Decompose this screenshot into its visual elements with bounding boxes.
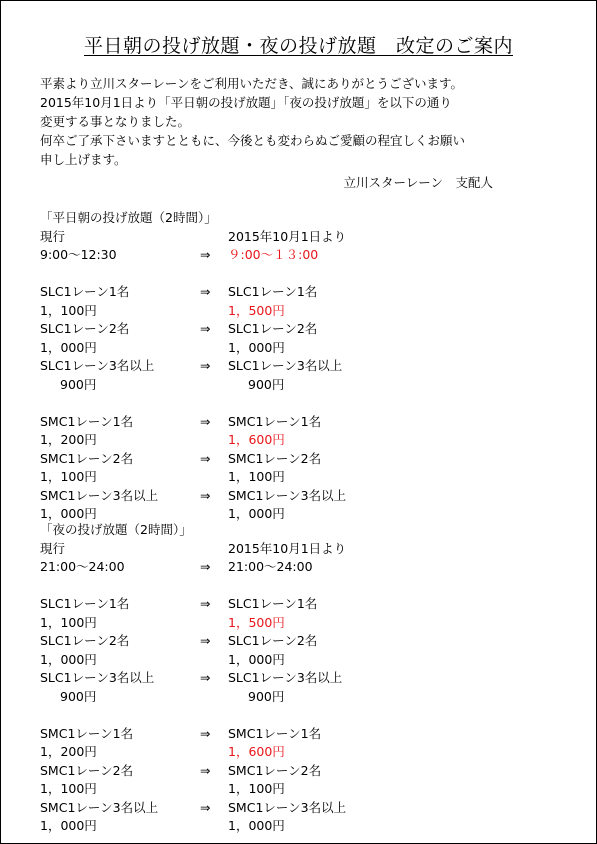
new-label: 2015年10月1日より <box>228 228 347 244</box>
arrow: ⇒ <box>200 762 211 778</box>
plan-name: SMC1レーン2名 <box>228 450 322 466</box>
price-new: 1，000円 <box>228 651 285 667</box>
price-new: 1，600円 <box>228 744 285 759</box>
plan-name: SLC1レーン2名 <box>40 633 130 648</box>
price-old: 1，100円 <box>40 781 97 796</box>
intro-line: 2015年10月1日より「平日朝の投げ放題」「夜の投げ放題」を以下の通り <box>40 95 452 110</box>
price-old: 900円 <box>60 688 97 704</box>
arrow: ⇒ <box>200 358 211 373</box>
price-old: 1，100円 <box>40 614 97 630</box>
plan-name: SLC1レーン3名以上 <box>40 358 155 373</box>
price-old: 1，000円 <box>40 818 97 833</box>
signature: 立川スターレーン 支配人 <box>343 175 493 190</box>
price-old: 1，000円 <box>40 339 97 355</box>
arrow: ⇒ <box>200 247 211 262</box>
price-new: 900円 <box>248 688 285 704</box>
arrow: ⇒ <box>200 596 211 611</box>
section-heading: 「夜の投げ放題（2時間）」 <box>40 522 192 537</box>
page-title <box>0 34 597 58</box>
plan-name: SMC1レーン1名 <box>40 725 134 741</box>
plan-name: SMC1レーン3名以上 <box>40 799 159 815</box>
section-heading: 「平日朝の投げ放題（2時間）」 <box>40 210 217 225</box>
plan-name: SLC1レーン1名 <box>228 284 318 299</box>
time-old: 21:00〜24:00 <box>40 559 125 574</box>
night-section <box>0 521 597 836</box>
price-old: 1，000円 <box>40 506 97 521</box>
current-label: 現行 <box>40 228 66 244</box>
plan-name: SMC1レーン3名以上 <box>228 799 347 815</box>
morning-section <box>0 209 597 524</box>
plan-name: SLC1レーン3名以上 <box>228 358 343 373</box>
plan-name: SLC1レーン3名以上 <box>40 670 155 685</box>
price-new: 1，000円 <box>228 506 285 521</box>
intro-line: 平素より立川スターレーンをご利用いただき、誠にありがとうございます。 <box>40 76 464 91</box>
current-label: 現行 <box>40 540 66 556</box>
plan-name: SLC1レーン1名 <box>40 596 130 611</box>
price-new: 1，100円 <box>228 781 285 796</box>
plan-name: SLC1レーン1名 <box>228 596 318 611</box>
arrow: ⇒ <box>200 413 211 429</box>
plan-name: SLC1レーン1名 <box>40 284 130 299</box>
time-new: 21:00〜24:00 <box>228 559 313 574</box>
arrow: ⇒ <box>200 670 211 685</box>
plan-name: SMC1レーン2名 <box>40 450 134 466</box>
price-old: 1，100円 <box>40 302 97 318</box>
arrow: ⇒ <box>200 725 211 741</box>
price-new: 1，500円 <box>228 614 285 630</box>
intro-line: 変更する事となりました。 <box>40 114 191 129</box>
price-new: 900円 <box>248 376 285 392</box>
price-new: 1，000円 <box>228 339 285 355</box>
price-old: 1，200円 <box>40 432 97 447</box>
plan-name: SMC1レーン3名以上 <box>40 487 159 503</box>
plan-name: SMC1レーン2名 <box>228 762 322 778</box>
plan-name: SLC1レーン2名 <box>40 321 130 336</box>
intro-line: 申し上げます。 <box>40 152 127 167</box>
price-new: 1，100円 <box>228 469 285 484</box>
plan-name: SMC1レーン1名 <box>228 725 322 741</box>
intro-line: 何卒ご了承下さいますとともに、今後とも変わらぬご愛顧の程宜しくお願い <box>40 133 466 148</box>
arrow: ⇒ <box>200 799 211 815</box>
time-old: 9:00〜12:30 <box>40 247 117 262</box>
price-new: 1，000円 <box>228 818 285 833</box>
plan-name: SLC1レーン2名 <box>228 633 318 648</box>
arrow: ⇒ <box>200 284 211 299</box>
plan-name: SLC1レーン2名 <box>228 321 318 336</box>
intro-paragraph <box>40 74 560 169</box>
price-old: 900円 <box>60 376 97 392</box>
title-text: 平日朝の投げ放題・夜の投げ放題 改定のご案内 <box>83 35 513 57</box>
plan-name: SMC1レーン1名 <box>228 413 322 429</box>
arrow: ⇒ <box>200 487 211 503</box>
plan-name: SLC1レーン3名以上 <box>228 670 343 685</box>
arrow: ⇒ <box>200 450 211 466</box>
arrow: ⇒ <box>200 321 211 336</box>
price-old: 1，000円 <box>40 651 97 667</box>
arrow: ⇒ <box>200 559 211 574</box>
price-new: 1，500円 <box>228 302 285 318</box>
new-label: 2015年10月1日より <box>228 540 347 556</box>
price-new: 1，600円 <box>228 432 285 447</box>
time-new: ９:00〜１３:00 <box>228 247 319 262</box>
arrow: ⇒ <box>200 633 211 648</box>
plan-name: SMC1レーン2名 <box>40 762 134 778</box>
price-old: 1，100円 <box>40 469 97 484</box>
plan-name: SMC1レーン1名 <box>40 413 134 429</box>
plan-name: SMC1レーン3名以上 <box>228 487 347 503</box>
price-old: 1，200円 <box>40 744 97 759</box>
